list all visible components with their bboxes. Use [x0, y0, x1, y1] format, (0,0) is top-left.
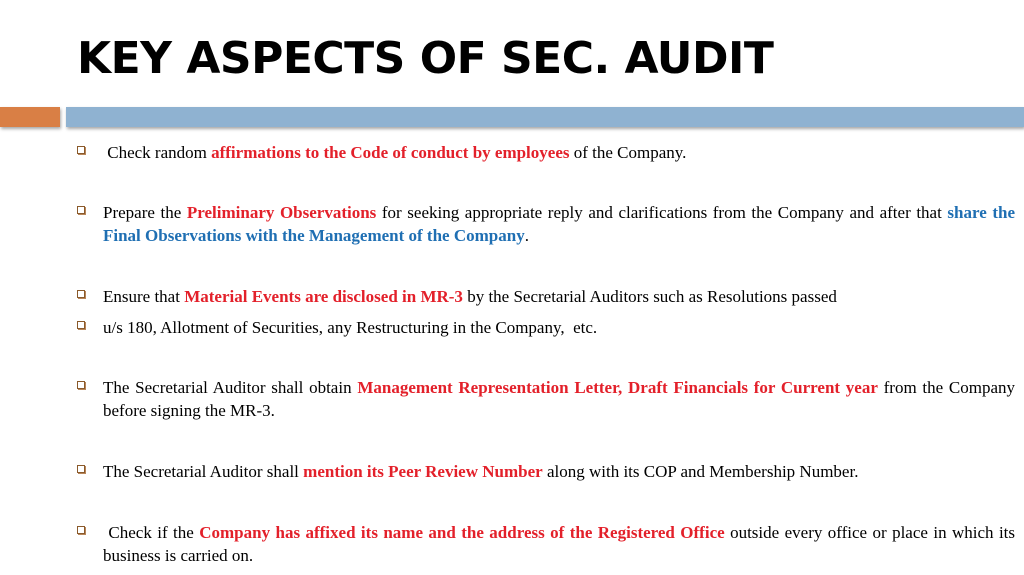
bullet-registered-office: Check if the Company has affixed its name and the address of the Registered Office outside every office or place in which its business is carried on. [103, 523, 1015, 565]
slide-title: KEY ASPECTS OF SEC. AUDIT [77, 33, 774, 84]
bullet-code-of-conduct: Check random affirmations to the Code of conduct by employees of the Company. [103, 141, 1015, 164]
accent-bar-orange [0, 107, 60, 127]
bullet-section-180: u/s 180, Allotment of Securities, any Restructuring in the Company, etc. [103, 316, 1015, 339]
bullet-management-representation: The Secretarial Auditor shall obtain Management Representation Letter, Draft Financials for Current year from the Company before signing the MR-3. [103, 378, 1016, 420]
bullet-peer-review: The Secretarial Auditor shall mention its Peer Review Number along with its COP and Membership Number. [103, 460, 1015, 483]
bullet-material-events: Ensure that Material Events are disclosed in MR-3 by the Secretarial Auditors such as Resolutions passed [103, 285, 1015, 308]
bullet-preliminary-observations: Prepare the Preliminary Observations for seeking appropriate reply and clarifications from the Company and after that share the Final Observations with the Management of the Company. [103, 203, 1016, 245]
accent-bar-blue [66, 107, 1024, 127]
